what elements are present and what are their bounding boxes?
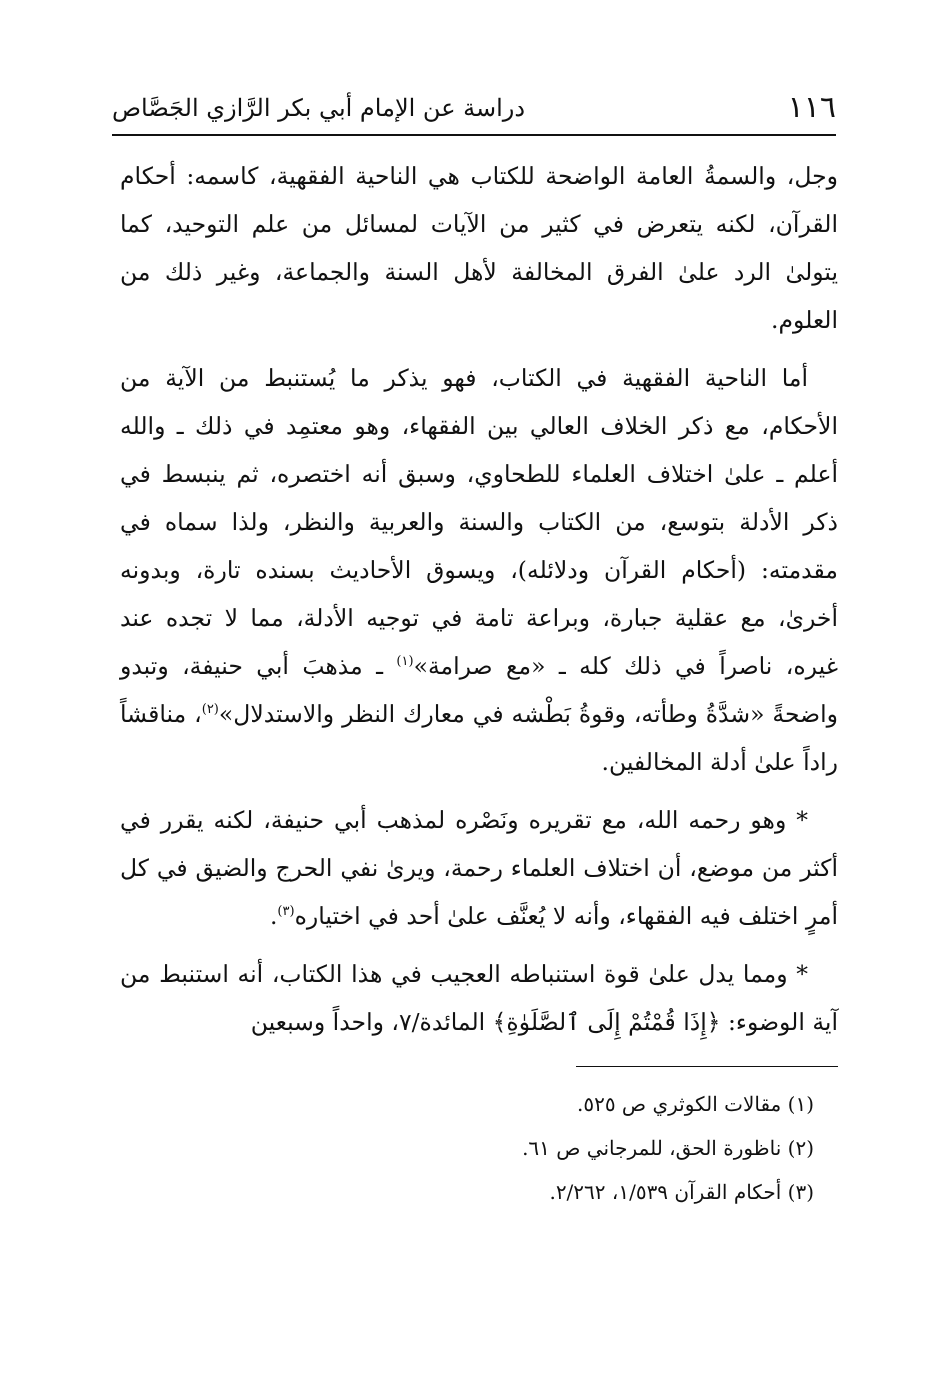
paragraph-2-part-c: ، مناقشاً راداً علىٰ أدلة المخالفين. <box>120 700 838 776</box>
running-title: دراسة عن الإمام أبي بكر الرَّازي الجَصَّاص <box>112 94 526 122</box>
footnote-3: (٣) أحكام القرآن ١/٥٣٩، ٢/٢٦٢. <box>549 1180 814 1204</box>
footnote-ref-2[interactable]: (٢) <box>201 702 219 718</box>
paragraph-4-part-a: * ومما يدل علىٰ قوة استنباطه العجيب في هذا الكتاب، أنه استنبط من آية الوضوء: <box>120 960 838 1036</box>
paragraph-4 <box>120 950 838 1046</box>
quran-verse: ﴿إِذَا قُمْتُمْ إِلَى ٱلصَّلَوٰةِ﴾ <box>492 1008 721 1036</box>
paragraph-1: وجل، والسمةُ العامة الواضحة للكتاب هي الناحية الفقهية، كاسمه: أحكام القرآن، لكنه يتعرض في كثير من الآيات لمسائل من علم التوحيد، كما يتولىٰ الرد علىٰ الفرق المخالفة لأهل السنة والجماعة، وغير ذلك من العلوم. <box>120 162 838 334</box>
paragraph-3-part-b: . <box>269 902 278 930</box>
footnote-ref-1[interactable]: (١) <box>396 654 414 670</box>
footnote-separator <box>576 1066 838 1067</box>
body-text <box>120 152 838 1056</box>
footnote-2: (٢) ناظورة الحق، للمرجاني ص ٦١. <box>522 1136 814 1160</box>
paragraph-3 <box>120 796 838 940</box>
page-number: ١١٦ <box>787 90 836 125</box>
paragraph-2-part-b: ـ مذهبَ أبي حنيفة، وتبدو واضحةً «شدَّةُ وطأته، وقوةُ بَطْشه في معارك النظر والاستدلال» <box>120 652 838 728</box>
paragraph-2-part-a: أما الناحية الفقهية في الكتاب، فهو يذكر ما يُستنبط من الآية من الأحكام، مع ذكر الخلاف العالي بين الفقهاء، وهو معتمِد في ذلك ـ والله أعلم ـ علىٰ اختلاف العلماء للطحاوي، وسبق أنه اختصره، ثم ينبسط في ذكر الأدلة بتوسع، من الكتاب والسنة والعربية والنظر، ولذا سماه في مقدمته: (أحكام القرآن ودلائله)، ويسوق الأحاديث بسنده تارة، وبدونه أخرىٰ، مع عقلية جبارة، وبراعة تامة في توجيه الأدلة، مما لا تجده عند غيره، ناصراً في ذلك كله ـ «مع صرامة» <box>120 364 838 680</box>
footnote-1: (١) مقالات الكوثري ص ٥٢٥. <box>576 1092 814 1116</box>
paragraph-3-part-a: * وهو رحمه الله، مع تقريره ونَصْره لمذهب أبي حنيفة، لكنه يقرر في أكثر من موضع، أن اختلاف العلماء رحمة، ويرىٰ نفي الحرج والضيق في كل أمرٍ اختلف فيه الفقهاء، وأنه لا يُعنَّف علىٰ أحد في اختياره <box>120 806 838 930</box>
footnote-ref-3[interactable]: (٣) <box>277 904 295 920</box>
footnotes <box>200 1082 814 1214</box>
paragraph-4-part-b: المائدة/٧، واحداً وسبعين <box>250 1008 493 1036</box>
page-header <box>112 78 836 136</box>
paragraph-2 <box>120 354 838 786</box>
